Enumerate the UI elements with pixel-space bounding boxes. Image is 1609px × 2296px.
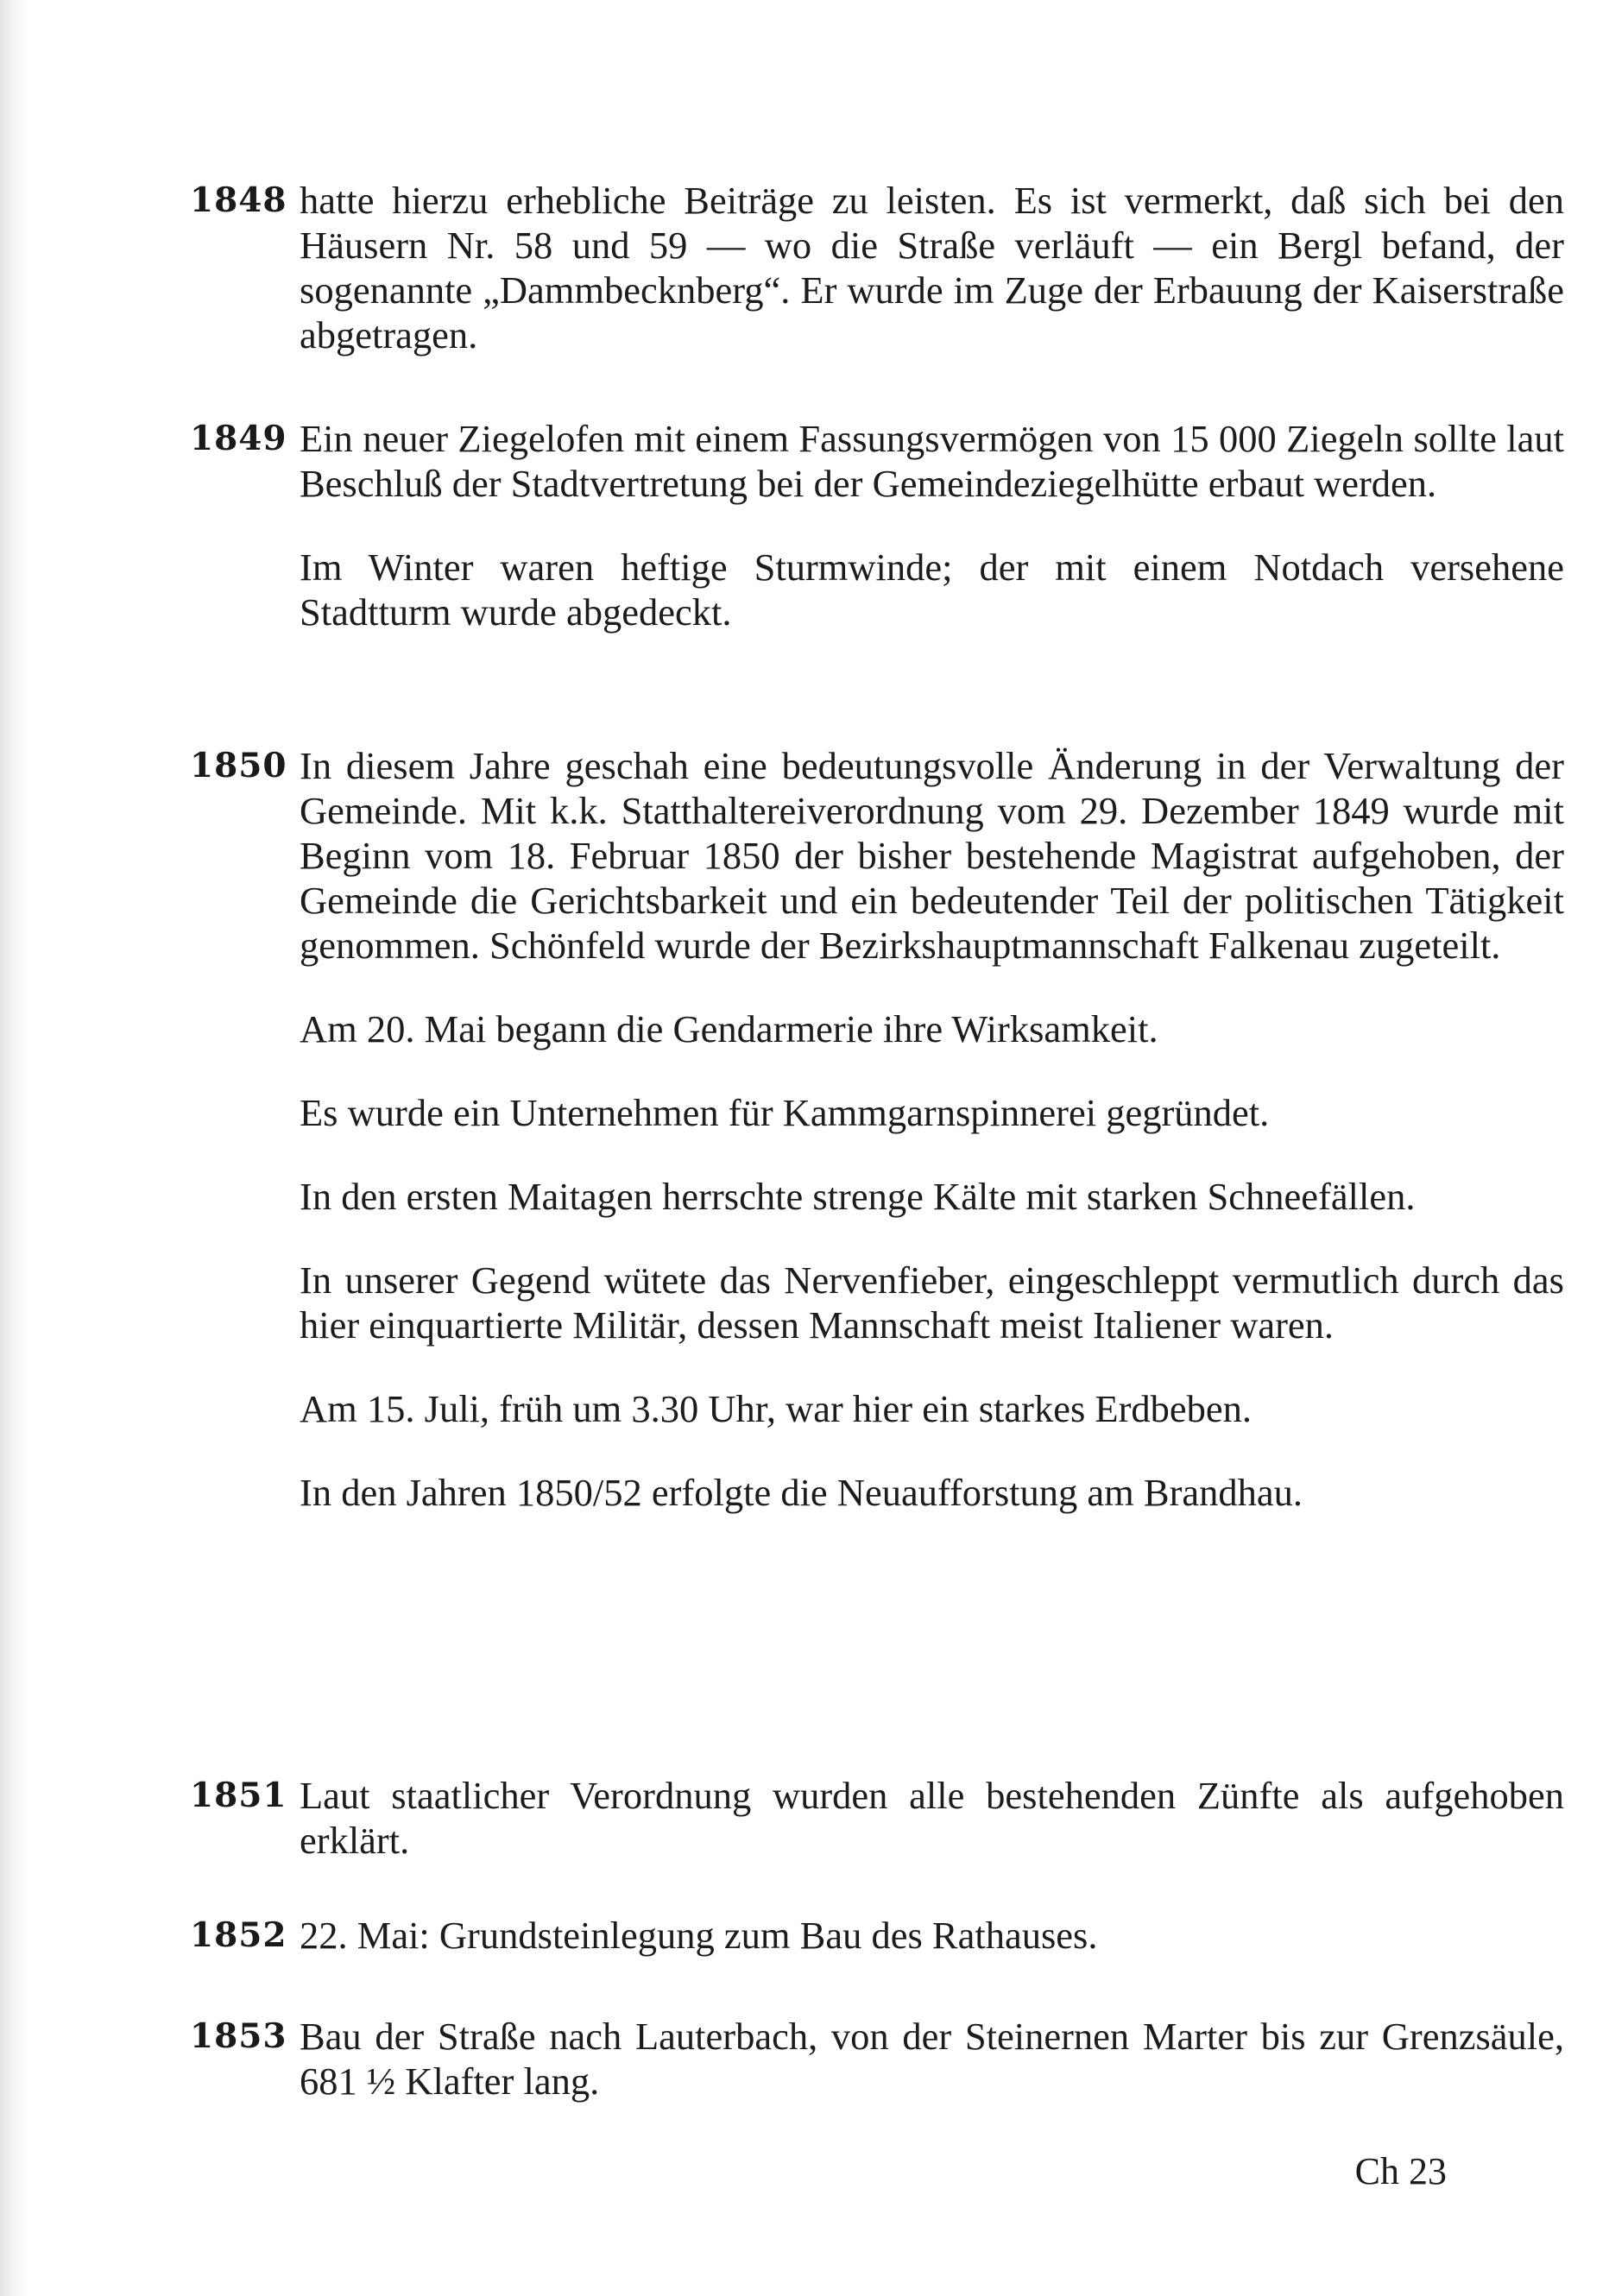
entry-paragraph: Es wurde ein Unternehmen für Kammgarnspinnerei gegründet. [300,1091,1270,1134]
entry-paragraph: Am 20. Mai begann die Gendarmerie ihre Wirksamkeit. [300,1007,1158,1050]
entry-text [300,178,1564,357]
entry-paragraph: 22. Mai: Grundsteinlegung zum Bau des Rathauses. [300,1914,1098,1957]
entry-year: 1849 [190,419,287,458]
entry-paragraph: Laut staatlicher Verordnung wurden alle bestehenden Zünfte als aufgehoben erklärt. [300,1774,1564,1862]
entry-year: 1852 [190,1915,287,1955]
entry-text [300,743,1564,1515]
entry-year: 1851 [190,1776,287,1815]
page-number: Ch 23 [1354,2150,1447,2192]
entry-text [300,1913,1564,1958]
entry-text [300,1773,1564,1863]
entry-paragraph: Am 15. Juli, früh um 3.30 Uhr, war hier ein starkes Erdbeben. [300,1387,1252,1430]
entry-paragraph: Ein neuer Ziegelofen mit einem Fassungsvermögen von 15 000 Ziegeln sollte laut Beschluß der Stadtvertretung bei der Gemeindeziegelhütte erbaut werden. [300,417,1564,505]
entry-year: 1853 [190,2016,287,2056]
entry-paragraph: In den Jahren 1850/52 erfolgte die Neuaufforstung am Brandhau. [300,1471,1303,1514]
entry-paragraph: hatte hierzu erhebliche Beiträge zu leisten. Es ist vermerkt, daß sich bei den Häusern Nr. 58 und 59 — wo die Straße verläuft — ein Bergl befand, der sogenannte „Dammbecknberg“. Er wurde im Zuge der Erbauung der Kaiserstraße abgetragen. [300,179,1564,356]
entry-text [300,2014,1564,2104]
entry-text [300,416,1564,634]
entry-year: 1848 [190,180,287,220]
entry-paragraph: In diesem Jahre geschah eine bedeutungsvolle Änderung in der Verwaltung der Gemeinde. Mit k.k. Statthaltereiverordnung vom 29. Dezember 1849 wurde mit Beginn vom 18. Februar 1850 der bisher bestehende Magistrat aufgehoben, der Gemeinde die Gerichtsbarkeit und ein bedeutender Teil der politischen Tätigkeit genommen. Schönfeld wurde der Bezirkshauptmannschaft Falkenau zugeteilt. [300,744,1564,967]
entry-paragraph: Im Winter waren heftige Sturmwinde; der mit einem Notdach versehene Stadtturm wurde abgedeckt. [300,546,1564,634]
entry-paragraph: In den ersten Maitagen herrschte strenge Kälte mit starken Schneefällen. [300,1175,1416,1218]
entry-paragraph: In unserer Gegend wütete das Nervenfieber, eingeschleppt vermutlich durch das hier einquartierte Militär, dessen Mannschaft meist Italiener waren. [300,1258,1564,1347]
entry-year: 1850 [190,746,287,785]
entry-paragraph: Bau der Straße nach Lauterbach, von der Steinernen Marter bis zur Grenzsäule, 681 ½ Klafter lang. [300,2015,1564,2103]
